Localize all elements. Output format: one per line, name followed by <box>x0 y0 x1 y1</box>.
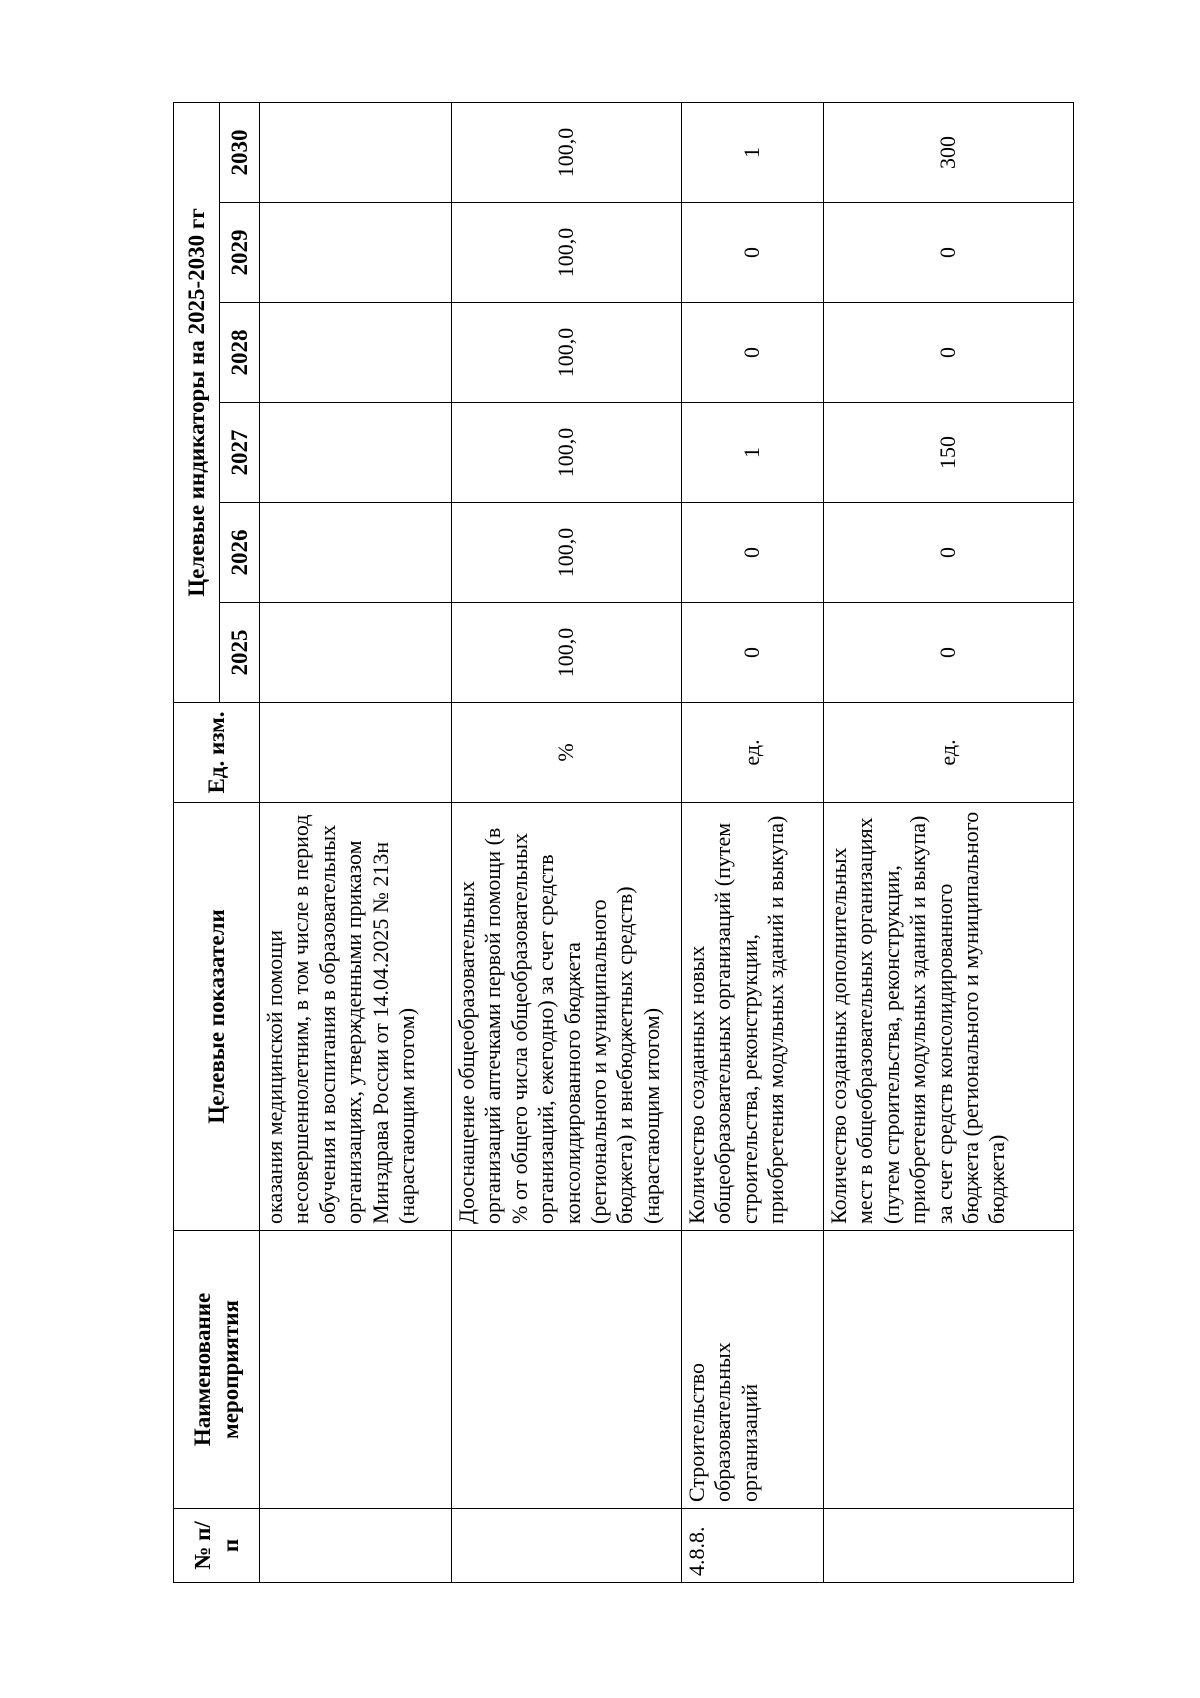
header-year: 2030 <box>220 102 260 202</box>
row-value: 0 <box>682 503 824 603</box>
header-year: 2027 <box>220 403 260 503</box>
row-value: 100,0 <box>452 203 682 303</box>
row-value: 1 <box>682 102 824 202</box>
row-value: 100,0 <box>452 403 682 503</box>
row-value: 0 <box>682 603 824 703</box>
row-value: 300 <box>824 102 1074 202</box>
row-value: 0 <box>682 303 824 403</box>
row-indicator: оказания медицинской помощи несовершеннолетним, в том числе в период обучения и воспитания в образовательных организациях, утвержденными приказом Минздрава России от 14.04.2025 № 213н (нарастающим итогом) <box>260 803 452 1231</box>
row-value: 100,0 <box>452 503 682 603</box>
row-unit: ед. <box>682 703 824 803</box>
row-value: 0 <box>824 503 1074 603</box>
row-indicator: Дооснащение общеобразовательных организаций аптечками первой помощи (в % от общего числа общеобразовательных организаций, ежегодно) за счет средств консолидированного бюджета (регионального и муниципального бюджета) и внебюджетных средств) (нарастающим итогом) <box>452 803 682 1231</box>
row-no <box>260 1509 452 1583</box>
row-value: 0 <box>824 303 1074 403</box>
row-indicator: Количество созданных новых общеобразовательных организаций (путем строительства, реконструкции, приобретения модульных зданий и выкупа) <box>682 803 824 1231</box>
row-value: 0 <box>824 203 1074 303</box>
header-indicators: Целевые показатели <box>174 803 260 1231</box>
row-no <box>452 1509 682 1583</box>
row-value: 1 <box>682 403 824 503</box>
header-year: 2025 <box>220 603 260 703</box>
row-name: Строительство образовательных организаций <box>682 1231 824 1509</box>
header-unit: Ед. изм. <box>174 703 260 803</box>
row-unit <box>260 703 452 803</box>
row-unit: ед. <box>824 703 1074 803</box>
row-value: 100,0 <box>452 603 682 703</box>
indicators-table <box>173 102 1074 1583</box>
row-unit: % <box>452 703 682 803</box>
table-row <box>824 102 1074 1582</box>
header-year: 2029 <box>220 203 260 303</box>
row-value <box>260 503 452 603</box>
row-value <box>260 203 452 303</box>
row-value <box>260 102 452 202</box>
row-no: 4.8.8. <box>682 1509 824 1583</box>
row-value: 100,0 <box>452 303 682 403</box>
row-value: 100,0 <box>452 102 682 202</box>
row-value: 150 <box>824 403 1074 503</box>
row-name <box>260 1231 452 1509</box>
row-name <box>824 1231 1074 1509</box>
row-indicator: Количество созданных дополнительных мест в общеобразовательных организациях (путем строительства, реконструкции, приобретения модульных зданий и выкупа) за счет средств консолидированного бюджета (регионального и муниципального бюджета) <box>824 803 1074 1231</box>
row-value: 0 <box>824 603 1074 703</box>
row-value <box>260 303 452 403</box>
table-row <box>260 102 452 1582</box>
row-name <box>452 1231 682 1509</box>
row-value <box>260 403 452 503</box>
header-targets-group: Целевые индикаторы на 2025-2030 гг <box>174 102 220 702</box>
header-no: № п/п <box>174 1509 260 1583</box>
table-row <box>682 102 824 1582</box>
header-year: 2026 <box>220 503 260 603</box>
table-row <box>452 102 682 1582</box>
row-value <box>260 603 452 703</box>
header-name: Наименование мероприятия <box>174 1231 260 1509</box>
row-value: 0 <box>682 203 824 303</box>
header-year: 2028 <box>220 303 260 403</box>
row-no <box>824 1509 1074 1583</box>
rotated-page <box>173 103 1073 1583</box>
